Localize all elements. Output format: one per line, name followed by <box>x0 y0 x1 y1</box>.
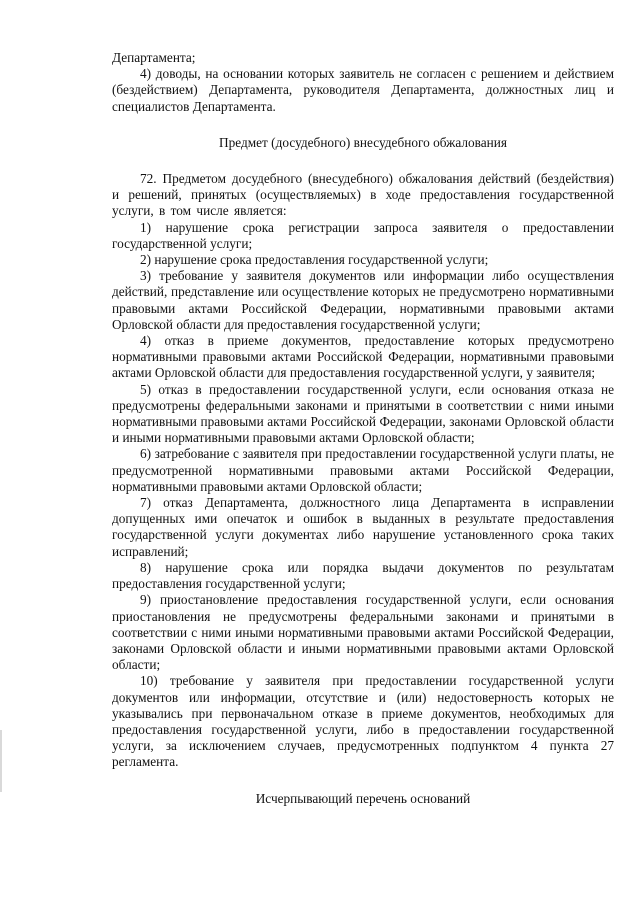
scan-edge-mark <box>0 730 2 792</box>
document-page <box>112 50 614 807</box>
list-item-7: 7) отказ Департамента, должностного лица Департамента в исправлении допущенных ими опечаток и ошибок в выданных в результате предоставления государственной услуги документах либо нарушение установленного срока таких исправлений; <box>112 495 614 559</box>
list-item-10: 10) требование у заявителя при предоставлении государственной услуги документов или информации, отсутствие и (или) недостоверность которых не указывались при первоначальном отказе в приеме документов, необходимых для предоставления государственной услуги, либо в предоставлении государственной услуги, за исключением случаев, предусмотренных подпунктом 4 пункта 27 регламента. <box>112 673 614 770</box>
paragraph-72: 72. Предметом досудебного (внесудебного) обжалования действий (бездействия) и решений, принятых (осуществляемых) в ходе предоставления государственной услуги, в том числе является: <box>112 171 614 219</box>
list-item-8: 8) нарушение срока или порядка выдачи документов по результатам предоставления государственной услуги; <box>112 559 614 592</box>
list-item-3: 3) требование у заявителя документов или информации либо осуществления действий, представление или осуществление которых не предусмотрено нормативными правовыми актами Российской Федерации, нормативными правовыми актами Орловской области для предоставления государственной услуги; <box>112 268 614 332</box>
section-title-grounds-list: Исчерпывающий перечень оснований <box>255 790 471 806</box>
list-item-6: 6) затребование с заявителя при предоставлении государственной услуги платы, не предусмотренной нормативными правовыми актами Российской Федерации, нормативными правовыми актами Орловской области; <box>112 446 614 494</box>
list-item-2: 2) нарушение срока предоставления государственной услуги; <box>140 252 489 268</box>
list-item-4: 4) отказ в приеме документов, предоставление которых предусмотрено нормативными правовыми актами Российской Федерации, нормативными правовыми актами Орловской области для предоставления государственной услуги, у заявителя; <box>112 333 614 381</box>
section-title-appeal-subject: Предмет (досудебного) внесудебного обжалования <box>218 134 507 150</box>
intro-line-1: Департамента; <box>112 50 196 65</box>
list-item-5: 5) отказ в предоставлении государственной услуги, если основания отказа не предусмотрены федеральными законами и принятыми в соответствии с ними иными нормативными правовыми актами Российской Федерации, законами Орловской области и иными нормативными правовыми актами Орловской области; <box>112 381 614 446</box>
list-item-9: 9) приостановление предоставления государственной услуги, если основания приостановления не предусмотрены федеральными законами и принятыми в соответствии с ними иными нормативными правовыми актами Российской Федерации, законами Орловской области и иными нормативными правовыми актами Орловской области; <box>112 592 614 673</box>
intro-item-4: 4) доводы, на основании которых заявитель не согласен с решением и действием (бездействием) Департамента, руководителя Департамента, должностных лиц и специалистов Департамента. <box>112 66 614 114</box>
list-item-1: 1) нарушение срока регистрации запроса заявителя о предоставлении государственной услуги; <box>112 219 614 251</box>
